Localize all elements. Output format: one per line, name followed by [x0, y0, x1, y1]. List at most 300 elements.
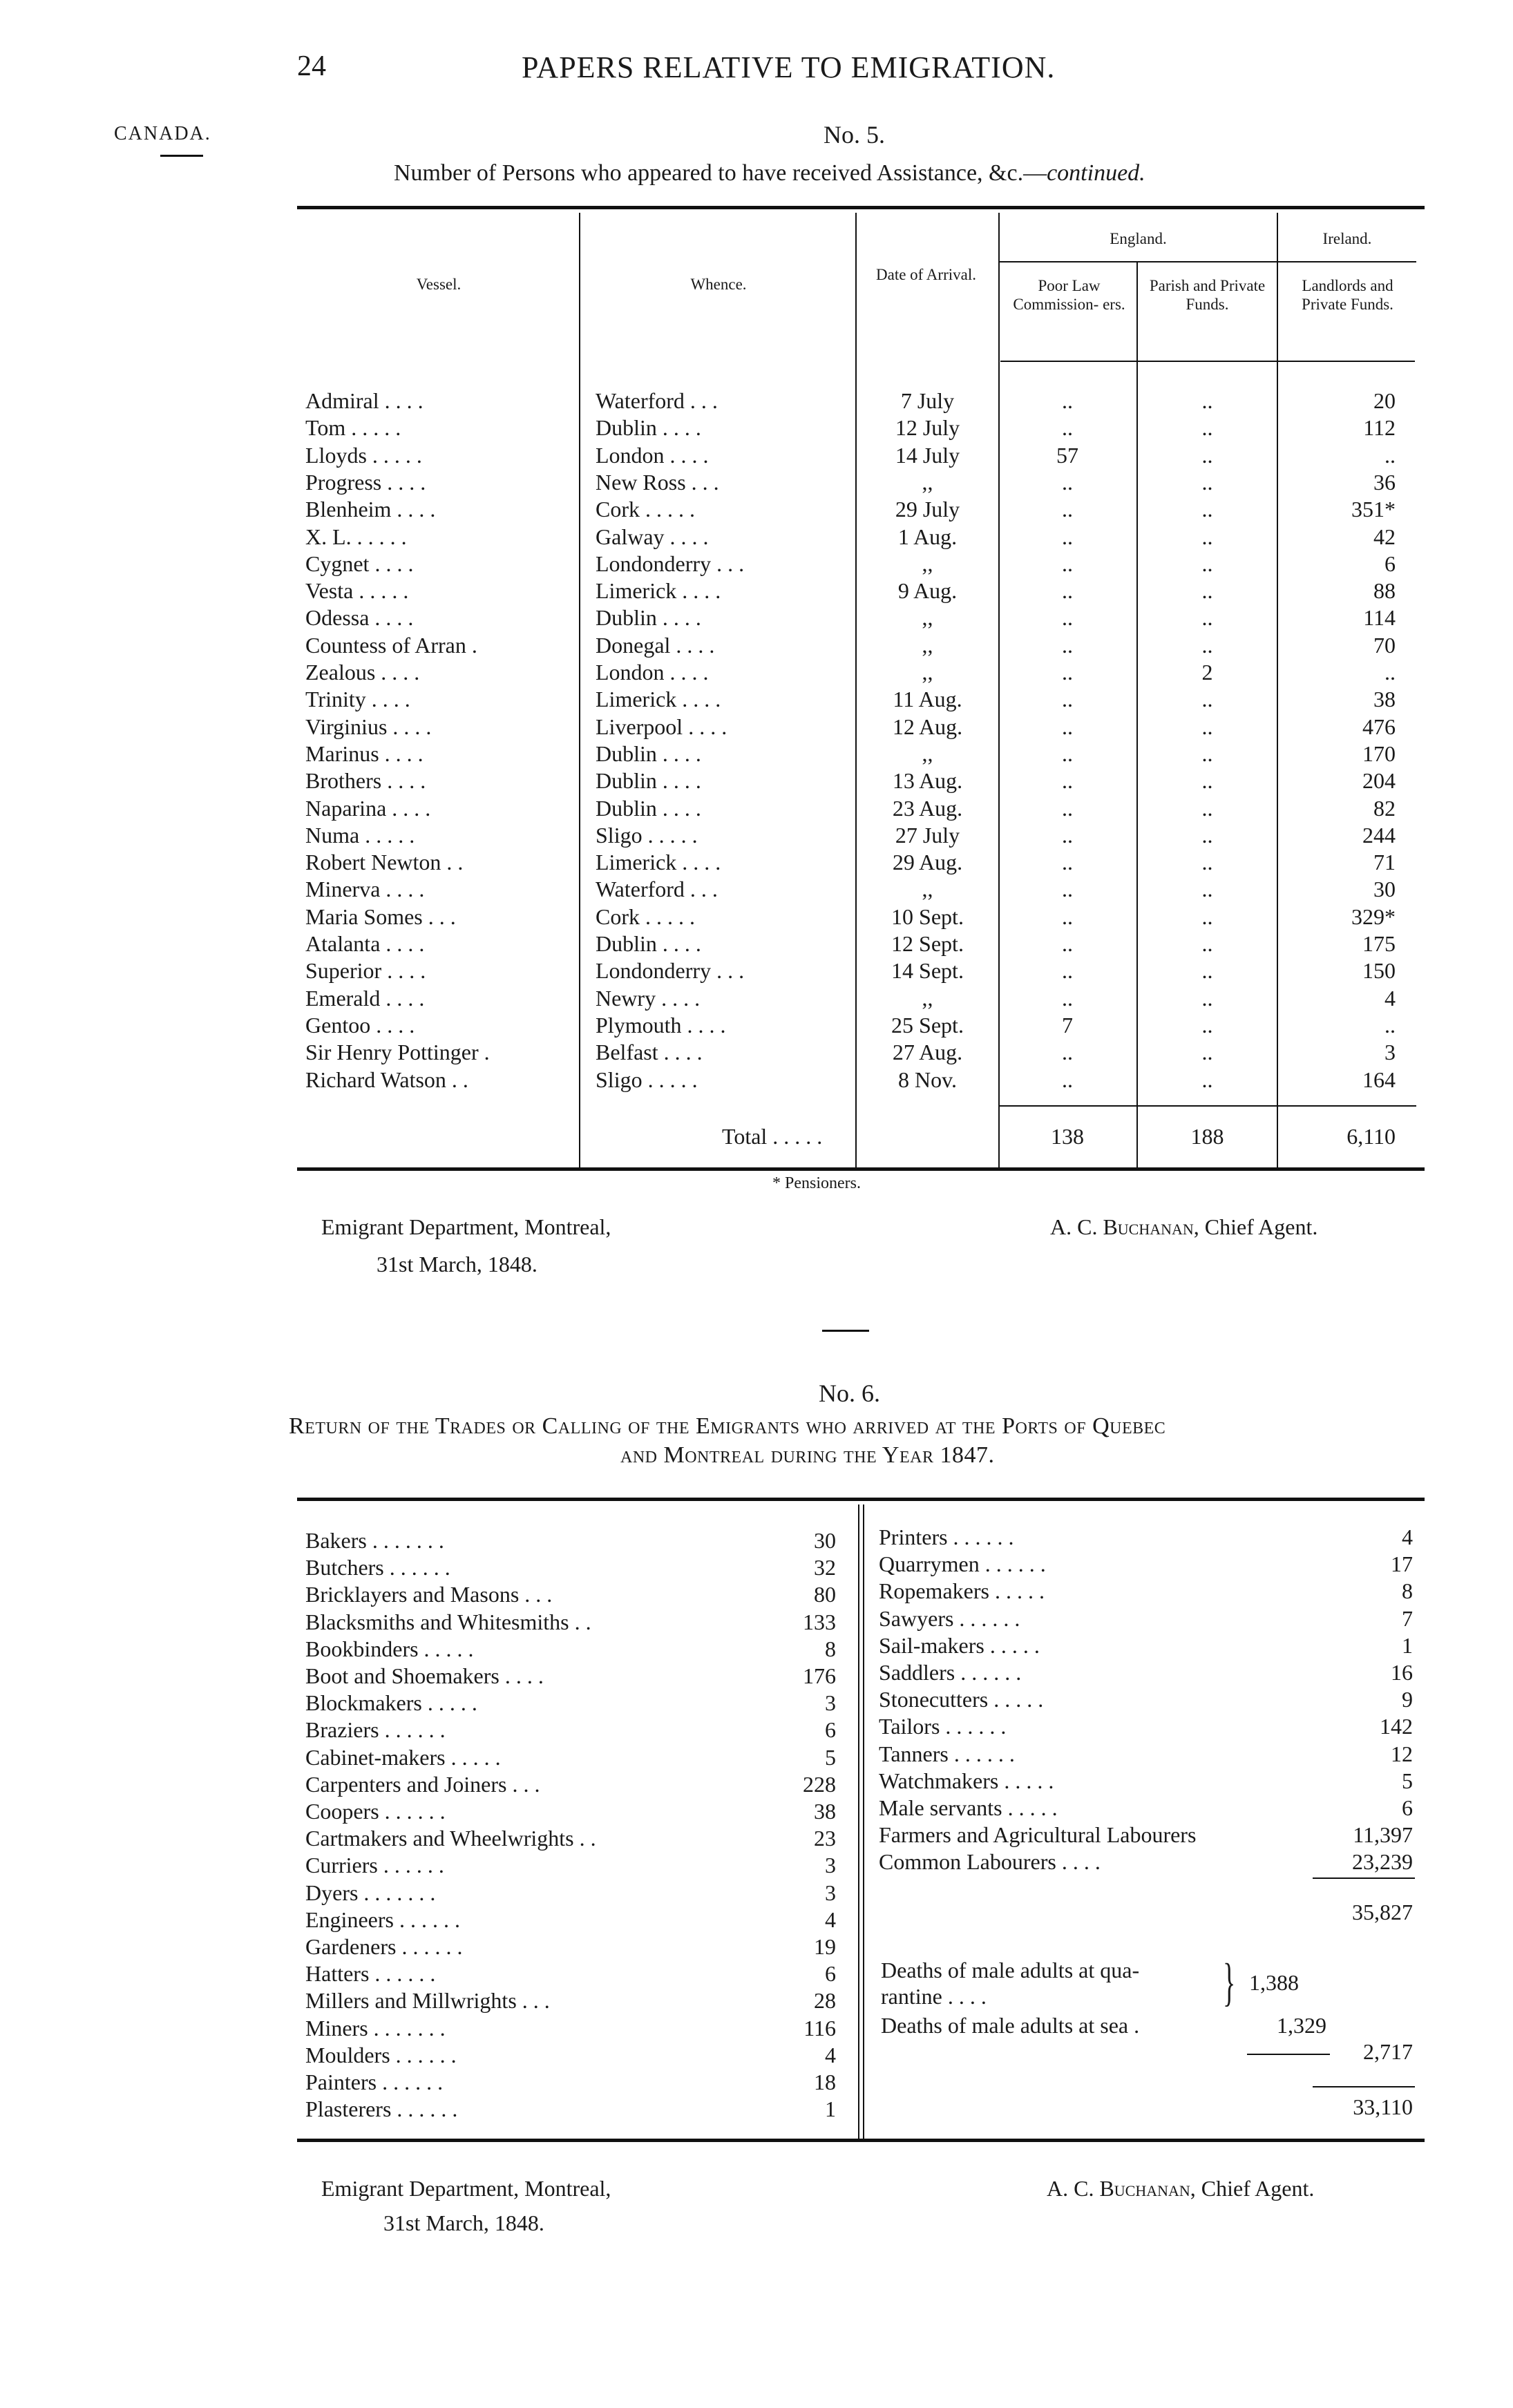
cell-date: 10 Sept. [891, 904, 964, 929]
cell-date: 9 Aug. [897, 578, 958, 604]
cell-ireland: 164 [1362, 1067, 1396, 1092]
table5-caption [394, 160, 1145, 187]
trade-label: Dyers . . . . . . . [305, 1880, 436, 1905]
list-item [0, 1740, 1513, 1768]
deaths-brace: } [1223, 1953, 1236, 2012]
trade-label: Painters . . . . . . [305, 2070, 444, 2094]
cell-date: ,, [922, 469, 933, 495]
cell-vessel: Minerva . . . . [305, 877, 425, 902]
cell-date: 12 Aug. [892, 714, 963, 739]
table6-caption-line1: Return of the Trades or Calling of the Emigrants who arrived at the Ports of Quebec [289, 1413, 1166, 1439]
cell-vessel: Richard Watson . . [305, 1067, 468, 1092]
trade-count: 4 [825, 2042, 836, 2067]
trade-count: 23,239 [1352, 1849, 1413, 1875]
cell-ireland: 36 [1373, 469, 1396, 495]
trade-label: Gardeners . . . . . . [305, 1934, 463, 1959]
list-item [0, 1577, 1513, 1605]
list-item [0, 1767, 1513, 1795]
cell-vessel: Maria Somes . . . [305, 904, 456, 929]
deaths-sea-label: Deaths of male adults at sea . [881, 2013, 1140, 2038]
table-row [0, 414, 1513, 441]
cell-date: 29 July [895, 497, 960, 522]
cell-parish: .. [1201, 714, 1213, 739]
cell-ireland: 175 [1362, 931, 1396, 956]
cell-whence: Limerick . . . . [596, 687, 721, 712]
trade-label: Braziers . . . . . . [305, 1717, 446, 1743]
deaths-quarantine-label: Deaths of male adults at qua- [881, 1958, 1140, 1982]
cell-date: ,, [922, 605, 933, 631]
cell-ireland: 244 [1362, 822, 1396, 848]
cell-date: 8 Nov. [897, 1067, 958, 1092]
cell-date: 12 Sept. [891, 931, 964, 956]
cell-ireland: 4 [1384, 985, 1396, 1011]
trade-label: Plasterers . . . . . . [305, 2096, 458, 2122]
trade-label: Bookbinders . . . . . [305, 1636, 474, 1661]
cell-vessel: Brothers . . . . [305, 768, 426, 794]
cell-whence: Waterford . . . [596, 388, 718, 413]
cell-vessel: Virginius . . . . [305, 714, 432, 739]
table-row [0, 658, 1513, 686]
table-row [0, 495, 1513, 523]
trade-count: 32 [814, 1555, 836, 1580]
table-row [0, 957, 1513, 984]
table-row [0, 713, 1513, 740]
cell-vessel: Lloyds . . . . . [305, 442, 422, 468]
cell-whence: Liverpool . . . . [596, 714, 727, 739]
table-row [0, 441, 1513, 469]
table6-signature [1047, 2176, 1314, 2201]
deaths-quarantine-value: 1,388 [1249, 1970, 1299, 1995]
table-row [0, 767, 1513, 794]
cell-poor-law: .. [1062, 795, 1073, 821]
subtotal-value: 35,827 [1352, 1900, 1413, 1924]
cell-whence: Dublin . . . . [596, 605, 701, 631]
list-item [0, 1821, 1513, 1848]
trade-count: 18 [814, 2070, 836, 2094]
trade-count: 17 [1391, 1551, 1413, 1577]
cell-parish: .. [1201, 1012, 1213, 1038]
cell-parish: .. [1201, 1040, 1213, 1065]
list-item [0, 1712, 1513, 1740]
cell-whence: Dublin . . . . [596, 740, 701, 766]
cell-parish: .. [1201, 958, 1213, 984]
trade-count: 142 [1380, 1714, 1413, 1739]
total-parish: 188 [1190, 1124, 1224, 1149]
cell-ireland: 476 [1362, 714, 1396, 739]
table-row [0, 387, 1513, 414]
trade-label: Bakers . . . . . . . [305, 1528, 444, 1553]
cell-parish: .. [1201, 687, 1213, 712]
header-vessel: Vessel. [416, 276, 461, 293]
trade-label: Boot and Shoemakers . . . . [305, 1663, 544, 1688]
trade-label: Hatters . . . . . . [305, 1961, 436, 1987]
header-parish: Parish and Private Funds. [1149, 277, 1266, 313]
cell-date: 29 Aug. [892, 850, 963, 875]
cell-poor-law: .. [1062, 740, 1073, 766]
cell-parish: .. [1201, 985, 1213, 1011]
trade-label: Sail-makers . . . . . [879, 1632, 1040, 1658]
cell-vessel: Vesta . . . . . [305, 578, 409, 604]
cell-whence: London . . . . [596, 660, 709, 685]
trade-count: 11,397 [1353, 1822, 1413, 1848]
list-item [0, 1685, 1513, 1713]
table-row [0, 930, 1513, 957]
trade-count: 1 [825, 2096, 836, 2122]
cell-poor-law: .. [1062, 822, 1073, 848]
cell-parish: .. [1201, 1067, 1213, 1092]
trade-count: 5 [825, 1744, 836, 1770]
table6-bottom-rule [297, 2139, 1425, 2142]
cell-date: 7 July [900, 388, 955, 413]
cell-ireland: .. [1384, 1012, 1396, 1038]
section-divider [822, 1330, 869, 1332]
cell-parish: .. [1201, 497, 1213, 522]
cell-date: 13 Aug. [892, 768, 963, 794]
table-row [0, 468, 1513, 496]
table5-bottom-rule [297, 1167, 1425, 1171]
cell-vessel: X. L. . . . . . [305, 524, 407, 549]
cell-whence: Londonderry . . . [596, 958, 745, 984]
header-poor-law: Poor Law Commission- ers. [1013, 277, 1125, 313]
trade-label: Farmers and Agricultural Labourers [879, 1822, 1197, 1848]
table-row [0, 550, 1513, 577]
cell-ireland: .. [1384, 660, 1396, 685]
list-item [0, 1523, 1513, 1551]
trade-label: Tanners . . . . . . [879, 1741, 1015, 1766]
table5-total-row [0, 1122, 1513, 1150]
trade-label: Ropemakers . . . . . [879, 1578, 1045, 1604]
table5-signature-date: 31st March, 1848. [377, 1252, 537, 1277]
cell-ireland: 3 [1384, 1040, 1396, 1065]
cell-whence: Donegal . . . . [596, 632, 715, 658]
table5-caption-italic: continued. [1047, 160, 1145, 186]
trade-count: 5 [1402, 1768, 1413, 1793]
trade-label: Male servants . . . . . [879, 1795, 1058, 1820]
cell-whence: Plymouth . . . . [596, 1012, 726, 1038]
cell-vessel: Sir Henry Pottinger . [305, 1040, 490, 1065]
page-number: 24 [297, 50, 326, 82]
total-ireland: 6,110 [1347, 1124, 1396, 1149]
trade-count: 12 [1391, 1741, 1413, 1766]
cell-date: 25 Sept. [891, 1012, 964, 1038]
cell-poor-law: 57 [1056, 442, 1078, 468]
cell-poor-law: .. [1062, 1067, 1073, 1092]
trade-label: Engineers . . . . . . [305, 1907, 460, 1932]
cell-whence: Cork . . . . . [596, 497, 695, 522]
cell-poor-law: .. [1062, 985, 1073, 1011]
trade-count: 3 [825, 1853, 836, 1878]
deaths-sea-row [0, 2012, 1513, 2039]
cell-parish: .. [1201, 605, 1213, 631]
cell-vessel: Blenheim . . . . [305, 497, 436, 522]
cell-date: ,, [922, 660, 933, 685]
cell-vessel: Superior . . . . [305, 958, 426, 984]
cell-date: 14 July [895, 442, 960, 468]
table5-group-rule [998, 261, 1278, 262]
cell-ireland: 88 [1373, 578, 1396, 604]
table-row [0, 740, 1513, 767]
cell-ireland: 82 [1373, 795, 1396, 821]
cell-parish: .. [1201, 740, 1213, 766]
total-label: Total . . . . . [722, 1124, 823, 1149]
cell-vessel: Countess of Arran . [305, 632, 477, 658]
cell-poor-law: .. [1062, 497, 1073, 522]
trade-count: 8 [1402, 1578, 1413, 1604]
cell-parish: .. [1201, 768, 1213, 794]
table6-top-rule [297, 1498, 1425, 1501]
cell-parish: 2 [1201, 660, 1213, 685]
cell-date: ,, [922, 877, 933, 902]
table-row [0, 631, 1513, 659]
cell-ireland: .. [1384, 442, 1396, 468]
table5-header-rule [1000, 361, 1415, 362]
trade-count: 19 [814, 1934, 836, 1959]
cell-date: ,, [922, 985, 933, 1011]
cell-vessel: Trinity . . . . [305, 687, 410, 712]
cell-vessel: Gentoo . . . . [305, 1012, 415, 1038]
cell-vessel: Numa . . . . . [305, 822, 415, 848]
cell-date: 12 July [895, 415, 960, 441]
cell-whence: New Ross . . . [596, 469, 719, 495]
table5-top-rule [297, 206, 1425, 209]
cell-ireland: 150 [1362, 958, 1396, 984]
cell-ireland: 114 [1363, 605, 1396, 631]
cell-poor-law: .. [1062, 958, 1073, 984]
trade-count: 6 [825, 1717, 836, 1743]
cell-poor-law: .. [1062, 551, 1073, 576]
cell-whence: Cork . . . . . [596, 904, 695, 929]
deaths-quarantine-label-2: rantine . . . . [881, 1984, 987, 2009]
cell-poor-law: .. [1062, 388, 1073, 413]
cell-ireland: 112 [1363, 415, 1396, 441]
table5-signature [1050, 1214, 1317, 1240]
cell-whence: Dublin . . . . [596, 768, 701, 794]
trade-count: 7 [1402, 1605, 1413, 1631]
total-poor-law: 138 [1051, 1124, 1084, 1149]
cell-ireland: 351* [1351, 497, 1396, 522]
agent-name: A. C. Buchanan, [1050, 1214, 1199, 1239]
cell-parish: .. [1201, 469, 1213, 495]
table-row [0, 821, 1513, 849]
cell-poor-law: .. [1062, 931, 1073, 956]
header-england: England. [1110, 230, 1167, 247]
margin-label: CANADA. [114, 123, 211, 144]
list-item [0, 1550, 1513, 1578]
trade-count: 38 [814, 1799, 836, 1824]
cell-date: 14 Sept. [891, 958, 964, 984]
trade-label: Stonecutters . . . . . [879, 1687, 1044, 1712]
list-item [0, 2068, 857, 2096]
table-row [0, 848, 1513, 876]
cell-vessel: Marinus . . . . [305, 740, 424, 766]
cell-whence: Limerick . . . . [596, 578, 721, 604]
cell-poor-law: .. [1062, 714, 1073, 739]
cell-vessel: Naparina . . . . [305, 795, 431, 821]
cell-poor-law: .. [1062, 904, 1073, 929]
table5-group-rule [1277, 261, 1416, 262]
cell-ireland: 20 [1373, 388, 1396, 413]
cell-whence: London . . . . [596, 442, 709, 468]
page-title: PAPERS RELATIVE TO EMIGRATION. [522, 50, 1056, 84]
cell-vessel: Admiral . . . . [305, 388, 424, 413]
cell-vessel: Robert Newton . . [305, 850, 464, 875]
trade-label: Butchers . . . . . . [305, 1555, 450, 1580]
margin-label-rule [160, 155, 203, 157]
header-landlords: Landlords and Private Funds. [1302, 277, 1393, 313]
table-row [0, 794, 1513, 822]
cell-date: ,, [922, 632, 933, 658]
cell-whence: Londonderry . . . [596, 551, 745, 576]
table-row [0, 984, 1513, 1012]
cell-whence: Sligo . . . . . [596, 1067, 698, 1092]
trade-label: Millers and Millwrights . . . [305, 1988, 550, 2014]
list-item [0, 1632, 1513, 1659]
cell-vessel: Tom . . . . . [305, 415, 401, 441]
trade-label: Sawyers . . . . . . [879, 1605, 1020, 1631]
cell-whence: Galway . . . . [596, 524, 709, 549]
agent-name: A. C. Buchanan, [1047, 2176, 1196, 2201]
trade-label: Blockmakers . . . . . [305, 1690, 477, 1716]
subtotal-row [0, 1898, 1513, 1926]
cell-date: ,, [922, 551, 933, 576]
cell-ireland: 6 [1384, 551, 1396, 576]
table-row [0, 685, 1513, 713]
cell-whence: Dublin . . . . [596, 795, 701, 821]
deaths-sea-value: 1,329 [1277, 2013, 1326, 2038]
cell-whence: Sligo . . . . . [596, 822, 698, 848]
cell-poor-law: .. [1062, 850, 1073, 875]
trade-count: 8 [825, 1636, 836, 1661]
cell-parish: .. [1201, 795, 1213, 821]
cell-parish: .. [1201, 524, 1213, 549]
trade-label: Curriers . . . . . . [305, 1853, 444, 1878]
cell-poor-law: 7 [1062, 1012, 1073, 1038]
trade-count: 6 [825, 1961, 836, 1987]
table5-total-rule [998, 1105, 1416, 1107]
cell-whence: Belfast . . . . [596, 1040, 703, 1065]
trade-label: Cabinet-makers . . . . . [305, 1744, 501, 1770]
cell-poor-law: .. [1062, 524, 1073, 549]
table5-caption-text: Number of Persons who appeared to have received Assistance, &c.— [394, 160, 1047, 186]
cell-poor-law: .. [1062, 877, 1073, 902]
header-whence: Whence. [690, 276, 747, 293]
trade-count: 16 [1391, 1660, 1413, 1685]
trade-count: 3 [825, 1690, 836, 1716]
cell-parish: .. [1201, 388, 1213, 413]
grand-total-value: 33,110 [1353, 2094, 1413, 2119]
cell-parish: .. [1201, 931, 1213, 956]
cell-poor-law: .. [1062, 687, 1073, 712]
cell-vessel: Atalanta . . . . [305, 931, 425, 956]
agent-title: Chief Agent. [1201, 2176, 1315, 2201]
cell-vessel: Odessa . . . . [305, 605, 414, 631]
trade-label: Miners . . . . . . . [305, 2015, 446, 2041]
cell-parish: .. [1201, 551, 1213, 576]
cell-poor-law: .. [1062, 415, 1073, 441]
trade-count: 1 [1402, 1632, 1413, 1658]
table-row [0, 577, 1513, 604]
trade-count: 176 [803, 1663, 836, 1688]
trade-label: Moulders . . . . . . [305, 2042, 457, 2067]
list-item [0, 1848, 1513, 1875]
cell-ireland: 204 [1362, 768, 1396, 794]
header-date: Date of Arrival. [876, 266, 976, 283]
trade-label: Blacksmiths and Whitesmiths . . [305, 1609, 591, 1634]
cell-whence: Dublin . . . . [596, 415, 701, 441]
deaths-total-value: 2,717 [1363, 2039, 1413, 2064]
cell-date: 1 Aug. [897, 524, 958, 549]
trade-label: Watchmakers . . . . . [879, 1768, 1054, 1793]
cell-parish: .. [1201, 415, 1213, 441]
cell-poor-law: .. [1062, 660, 1073, 685]
trade-count: 23 [814, 1826, 836, 1851]
cell-parish: .. [1201, 632, 1213, 658]
header-ireland: Ireland. [1322, 230, 1372, 247]
cell-date: 27 July [895, 822, 960, 848]
table-row [0, 1066, 1513, 1093]
cell-whence: Dublin . . . . [596, 931, 701, 956]
trade-count: 9 [1402, 1687, 1413, 1712]
cell-parish: .. [1201, 822, 1213, 848]
trade-count: 228 [803, 1771, 836, 1797]
cell-poor-law: .. [1062, 469, 1073, 495]
trade-count: 6 [1402, 1795, 1413, 1820]
trade-label: Coopers . . . . . . [305, 1799, 446, 1824]
cell-vessel: Cygnet . . . . [305, 551, 414, 576]
table5-footnote: * Pensioners. [772, 1174, 861, 1192]
cell-ireland: 70 [1373, 632, 1396, 658]
table-row [0, 903, 1513, 930]
table5-number: No. 5. [824, 121, 885, 149]
trade-count: 4 [1402, 1525, 1413, 1549]
cell-whence: Newry . . . . [596, 985, 701, 1011]
cell-ireland: 30 [1373, 877, 1396, 902]
trade-label: Quarrymen . . . . . . [879, 1551, 1046, 1577]
trade-count: 116 [803, 2015, 836, 2041]
table-row [0, 604, 1513, 631]
cell-ireland: 170 [1362, 740, 1396, 766]
table-row [0, 523, 1513, 551]
cell-poor-law: .. [1062, 1040, 1073, 1065]
trade-count: 28 [814, 1988, 836, 2014]
cell-parish: .. [1201, 904, 1213, 929]
table-row [0, 875, 1513, 903]
trade-label: Common Labourers . . . . [879, 1849, 1101, 1875]
cell-whence: Waterford . . . [596, 877, 718, 902]
cell-parish: .. [1201, 877, 1213, 902]
trade-count: 3 [825, 1880, 836, 1905]
cell-ireland: 42 [1373, 524, 1396, 549]
trade-label: Tailors . . . . . . [879, 1714, 1007, 1739]
trade-label: Saddlers . . . . . . [879, 1660, 1022, 1685]
trade-count: 4 [825, 1907, 836, 1932]
cell-date: 23 Aug. [892, 795, 963, 821]
trade-label: Carpenters and Joiners . . . [305, 1771, 540, 1797]
cell-vessel: Progress . . . . [305, 469, 426, 495]
table5-signature-place: Emigrant Department, Montreal, [321, 1214, 611, 1239]
deaths-quarantine-value-row [0, 1969, 1513, 1996]
list-item [0, 1794, 1513, 1822]
cell-parish: .. [1201, 578, 1213, 604]
cell-ireland: 38 [1373, 687, 1396, 712]
trade-count: 30 [814, 1528, 836, 1553]
cell-poor-law: .. [1062, 768, 1073, 794]
cell-parish: .. [1201, 850, 1213, 875]
cell-vessel: Emerald . . . . [305, 985, 425, 1011]
table-row [0, 1011, 1513, 1039]
cell-poor-law: .. [1062, 632, 1073, 658]
trade-label: Cartmakers and Wheelwrights . . [305, 1826, 596, 1851]
